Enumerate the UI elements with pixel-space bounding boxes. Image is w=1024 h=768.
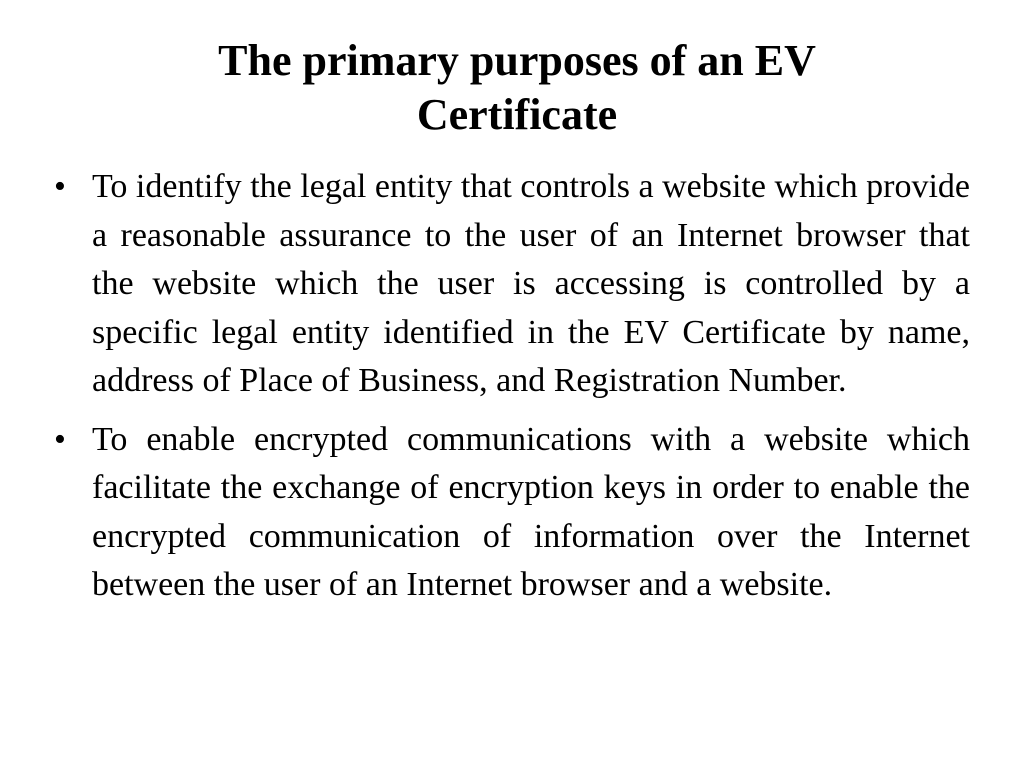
slide-title: The primary purposes of an EV Certificate <box>218 36 816 139</box>
bullet-text: To identify the legal entity that controls a website which provide a reasonable assurance to the user of an Internet browser that the website which the user is accessing is controlled by a specific legal entity identified in the EV Certificate by name, address of Place of Business, and Registration Number. <box>92 168 970 399</box>
bullet-icon: • <box>54 420 66 458</box>
bullet-text: To enable encrypted communications with a website which facilitate the exchange of encryption keys in order to enable the encrypted communication of information over the Internet between the user of an Internet browser and a website. <box>92 420 970 603</box>
bullet-item-encrypted-communications <box>50 416 970 610</box>
bullet-item-identify-legal-entity <box>50 163 970 406</box>
bullet-list <box>50 163 970 620</box>
bullet-icon: • <box>54 168 66 205</box>
